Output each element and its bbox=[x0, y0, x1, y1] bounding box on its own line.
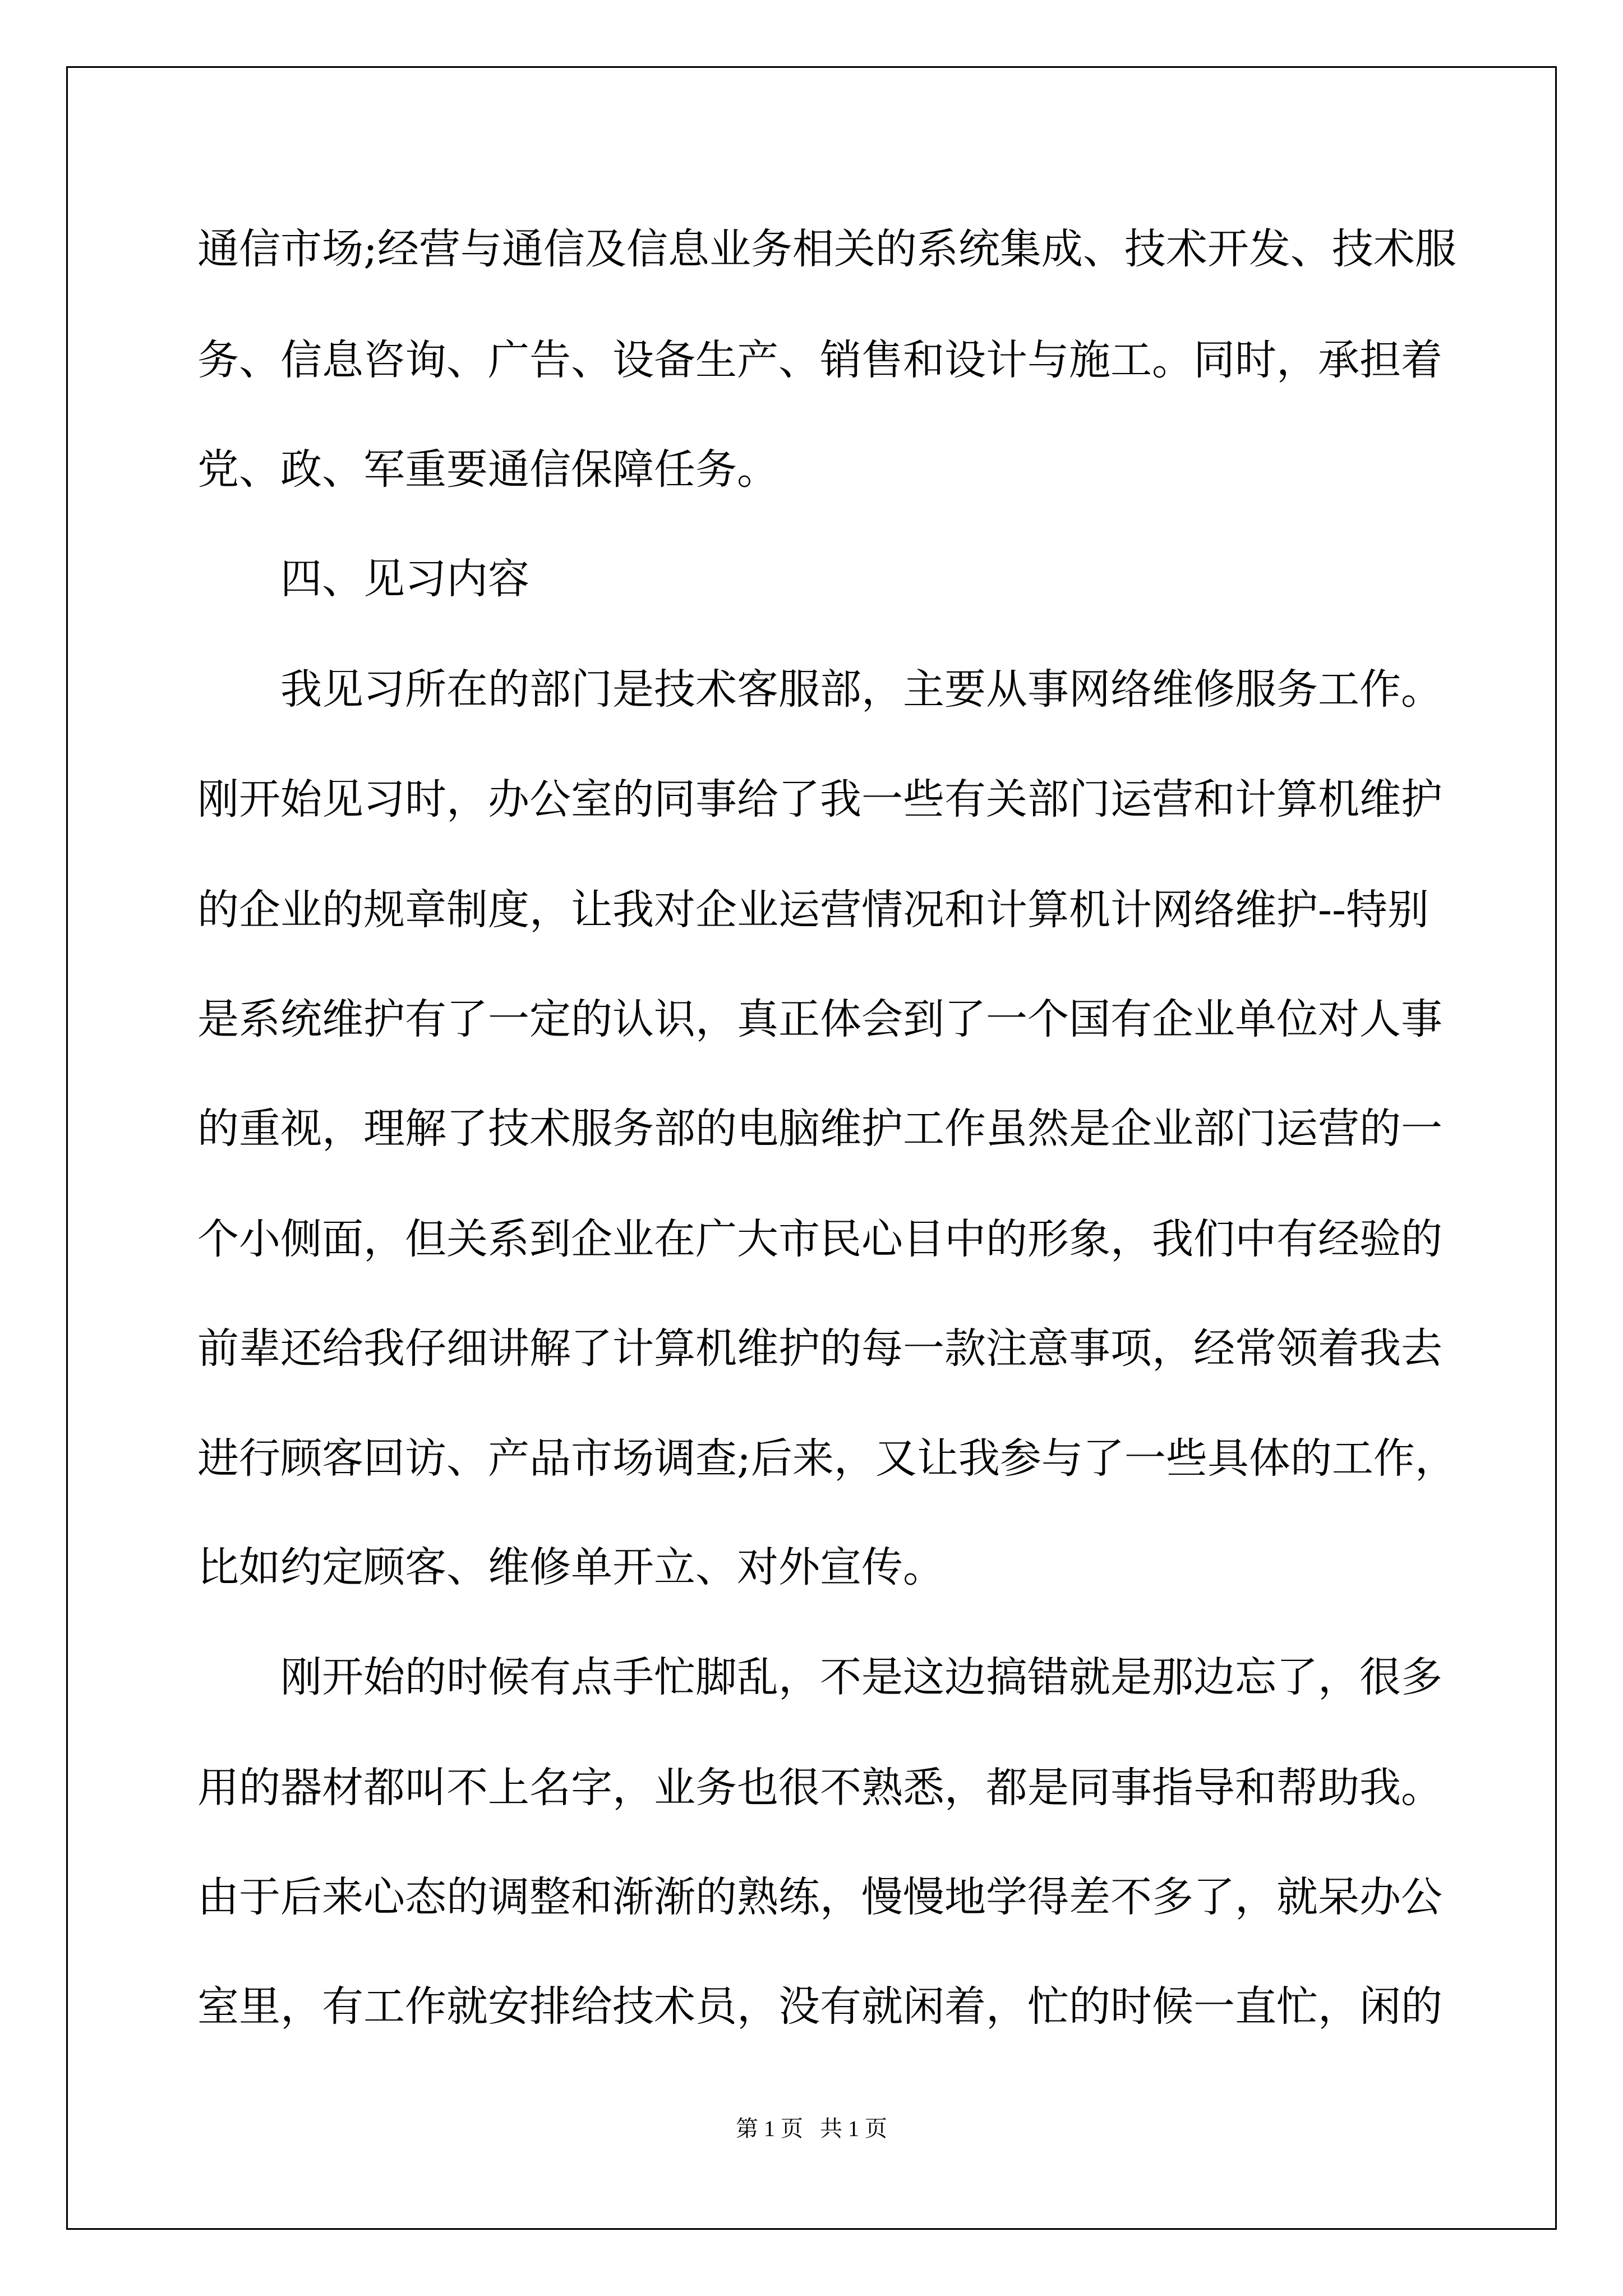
body-line: 用的器材都叫不上名字，业务也很不熟悉，都是同事指导和帮助我。 bbox=[197, 1764, 1442, 1812]
body-line: 室里，有工作就安排给技术员，没有就闲着，忙的时候一直忙，闲的 bbox=[197, 1982, 1442, 2031]
section-heading: 四、见习内容 bbox=[280, 555, 529, 603]
body-line: 通信市场;经营与通信及信息业务相关的系统集成、技术开发、技术服 bbox=[197, 225, 1456, 273]
body-line: 进行顾客回访、产品市场调查;后来，又让我参与了一些具体的工作， bbox=[197, 1434, 1456, 1483]
body-line: 个小侧面，但关系到企业在广大市民心目中的形象，我们中有经验的 bbox=[197, 1215, 1442, 1263]
body-line: 刚开始见习时，办公室的同事给了我一些有关部门运营和计算机维护 bbox=[197, 775, 1442, 823]
paragraph-start-line: 刚开始的时候有点手忙脚乱，不是这边搞错就是那边忘了，很多 bbox=[280, 1653, 1442, 1701]
body-line: 党、政、军重要通信保障任务。 bbox=[197, 445, 778, 494]
paragraph-start-line: 我见习所在的部门是技术客服部，主要从事网络维修服务工作。 bbox=[280, 665, 1442, 714]
body-line: 比如约定顾客、维修单开立、对外宣传。 bbox=[197, 1543, 944, 1591]
body-line: 务、信息咨询、广告、设备生产、销售和设计与施工。同时，承担着 bbox=[197, 336, 1442, 384]
body-line: 是系统维护有了一定的认识，真正体会到了一个国有企业单位对人事 bbox=[197, 995, 1442, 1043]
page-number-footer: 第 1 页 共 1 页 bbox=[736, 2116, 887, 2141]
body-line: 的重视，理解了技术服务部的电脑维护工作虽然是企业部门运营的一 bbox=[197, 1105, 1442, 1153]
body-line: 前辈还给我仔细讲解了计算机维护的每一款注意事项，经常领着我去 bbox=[197, 1324, 1442, 1373]
body-line: 由于后来心态的调整和渐渐的熟练，慢慢地学得差不多了，就呆办公 bbox=[197, 1873, 1442, 1921]
body-line: 的企业的规章制度，让我对企业运营情况和计算机计网络维护--特别 bbox=[197, 886, 1430, 934]
